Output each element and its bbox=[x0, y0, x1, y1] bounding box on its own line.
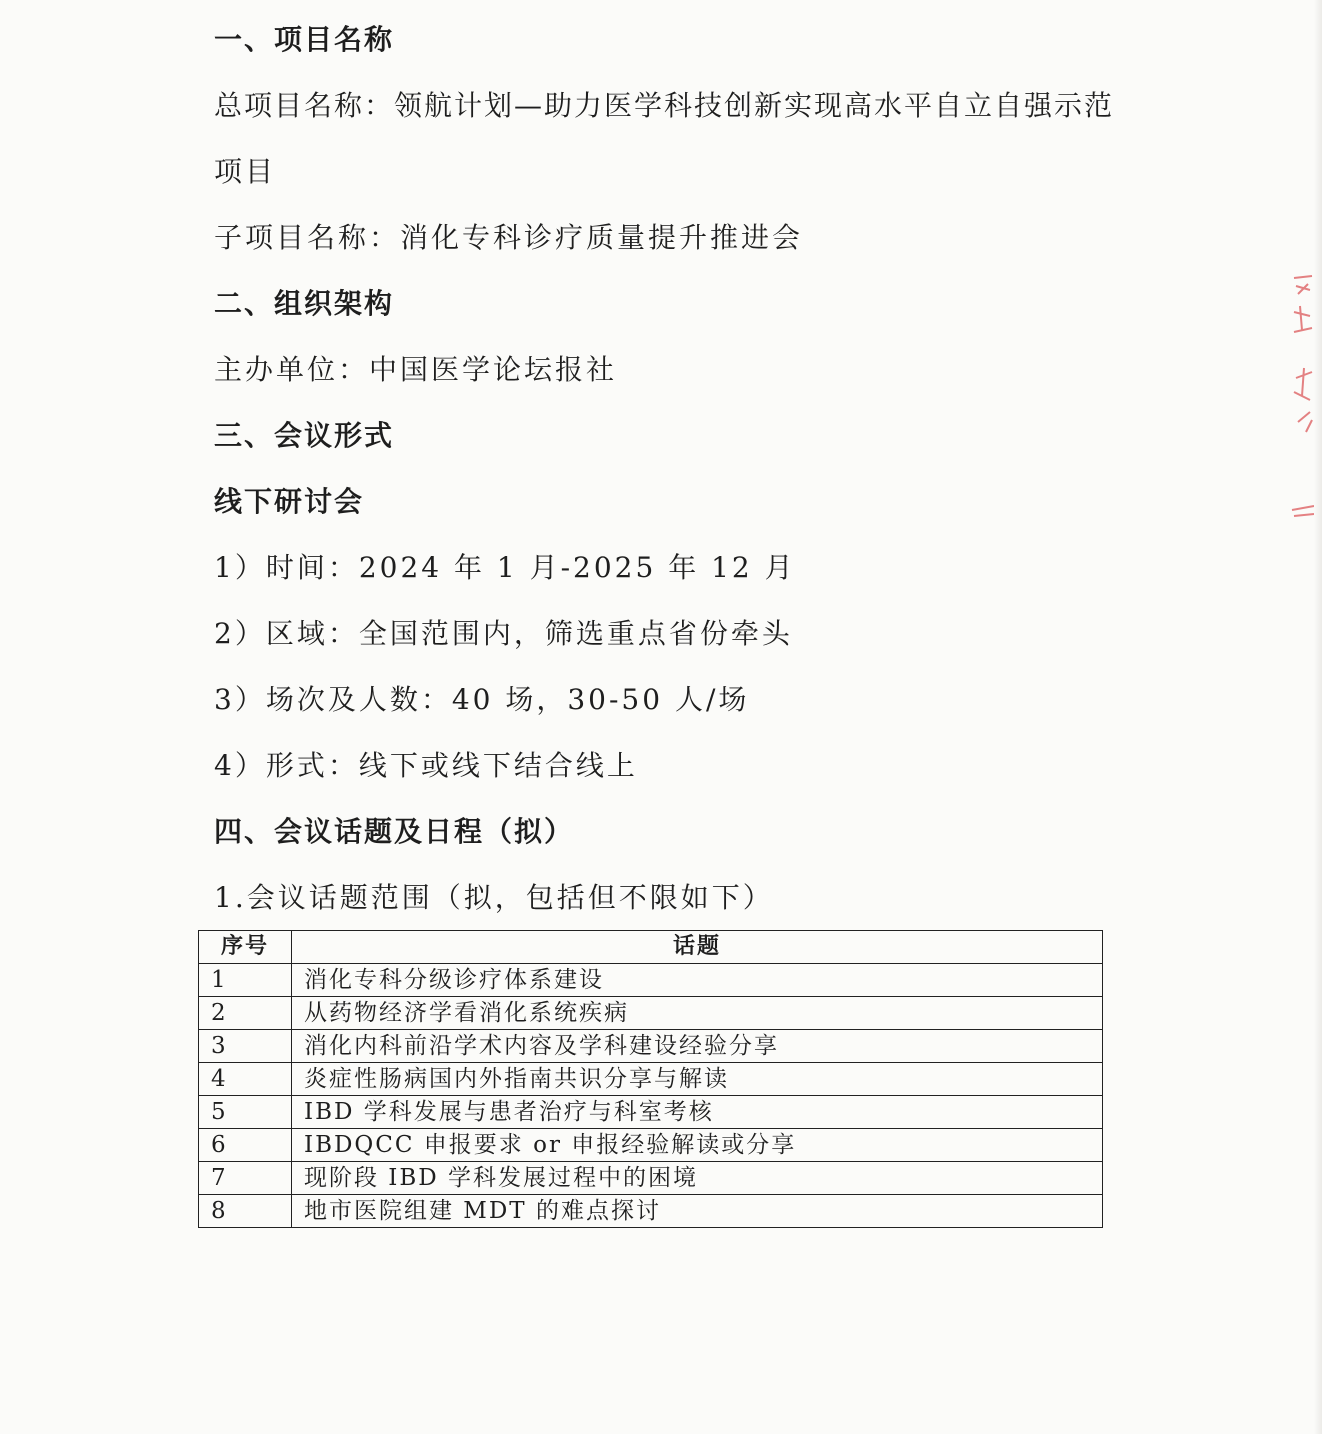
table-row bbox=[199, 1195, 1103, 1228]
table-row bbox=[199, 1063, 1103, 1096]
row-number: 6 bbox=[199, 1129, 292, 1162]
row-topic: 现阶段 IBD 学科发展过程中的困境 bbox=[292, 1162, 1103, 1195]
main-project-name-line1: 总项目名称：领航计划—助力医学科技创新实现高水平自立自强示范 bbox=[214, 89, 1115, 122]
row-topic: 炎症性肠病国内外指南共识分享与解读 bbox=[292, 1063, 1103, 1096]
row-topic: 消化专科分级诊疗体系建设 bbox=[292, 964, 1103, 997]
row-topic: 消化内科前沿学术内容及学科建设经验分享 bbox=[292, 1030, 1103, 1063]
row-number: 2 bbox=[199, 997, 292, 1030]
row-topic: IBDQCC 申报要求 or 申报经验解读或分享 bbox=[292, 1129, 1103, 1162]
row-number: 5 bbox=[199, 1096, 292, 1129]
table-row bbox=[199, 964, 1103, 997]
section3-heading: 三、会议形式 bbox=[214, 419, 395, 452]
section3-subheading: 线下研讨会 bbox=[214, 485, 365, 518]
row-topic: IBD 学科发展与患者治疗与科室考核 bbox=[292, 1096, 1103, 1129]
table-row bbox=[199, 1096, 1103, 1129]
row-number: 3 bbox=[199, 1030, 292, 1063]
topics-intro: 1.会议话题范围（拟，包括但不限如下） bbox=[214, 881, 774, 914]
main-project-name-line2: 项目 bbox=[214, 155, 277, 188]
seal-fragment-icon bbox=[1290, 272, 1316, 532]
organizer-line: 主办单位：中国医学论坛报社 bbox=[214, 353, 618, 386]
section1-heading: 一、项目名称 bbox=[214, 23, 395, 56]
format-item-mode: 4）形式：线下或线下结合线上 bbox=[214, 749, 638, 782]
section2-heading: 二、组织架构 bbox=[214, 287, 395, 320]
sub-project-name: 子项目名称：消化专科诊疗质量提升推进会 bbox=[214, 221, 804, 254]
row-number: 4 bbox=[199, 1063, 292, 1096]
table-row bbox=[199, 997, 1103, 1030]
page-edge-shadow bbox=[1314, 0, 1322, 1434]
table-row bbox=[199, 1030, 1103, 1063]
topics-table bbox=[198, 930, 1103, 1228]
row-topic: 地市医院组建 MDT 的难点探讨 bbox=[292, 1195, 1103, 1228]
row-topic: 从药物经济学看消化系统疾病 bbox=[292, 997, 1103, 1030]
row-number: 7 bbox=[199, 1162, 292, 1195]
header-topic: 话题 bbox=[292, 931, 1103, 964]
format-item-region: 2）区域：全国范围内，筛选重点省份牵头 bbox=[214, 617, 793, 650]
row-number: 1 bbox=[199, 964, 292, 997]
header-number: 序号 bbox=[199, 931, 292, 964]
table-header-row bbox=[199, 931, 1103, 964]
row-number: 8 bbox=[199, 1195, 292, 1228]
section4-heading: 四、会议话题及日程（拟） bbox=[214, 815, 575, 848]
format-item-sessions: 3）场次及人数：40 场，30-50 人/场 bbox=[214, 683, 750, 716]
table-row bbox=[199, 1162, 1103, 1195]
table-row bbox=[199, 1129, 1103, 1162]
format-item-time: 1）时间：2024 年 1 月-2025 年 12 月 bbox=[214, 551, 796, 584]
